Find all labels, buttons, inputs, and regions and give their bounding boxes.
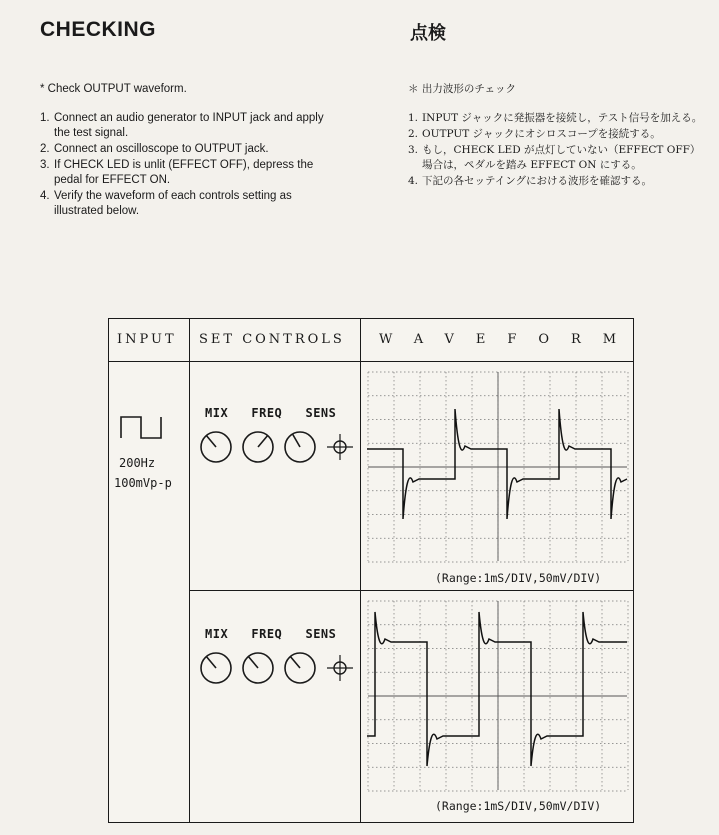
- control-labels: [205, 406, 336, 420]
- step-item: 1. Connect an audio generator to INPUT jack and apply the test signal.: [40, 112, 324, 139]
- sens-label: SENS: [305, 627, 337, 641]
- mix-label: MIX: [205, 627, 229, 641]
- waveform-check-table: [108, 318, 639, 823]
- step-item: 2. Connect an oscilloscope to OUTPUT jack.: [40, 143, 269, 155]
- knob-freq: [243, 432, 273, 462]
- control-labels: [205, 627, 336, 641]
- steps-list: [40, 111, 340, 220]
- step-item: 3. If CHECK LED is unlit (EFFECT OFF), depress the pedal for EFFECT ON.: [40, 159, 314, 186]
- knob-sens: [285, 432, 315, 462]
- step-item-japanese: 2. OUTPUT ジャックにオシロスコープを接続する。: [408, 128, 661, 140]
- step-item-japanese: 4. 下記の各セッテイングにおける波形を確認する。: [408, 175, 653, 187]
- waveform-trace: [367, 409, 627, 519]
- input-level: 100mVp-p: [114, 476, 172, 490]
- step-item-japanese: 3. もし，CHECK LED が点灯していない（EFFECT OFF）場合は，ペダルを踏み EFFECT ON にする。: [408, 144, 701, 171]
- header-waveform: WAVEFORM: [379, 332, 639, 347]
- freq-label: FREQ: [251, 406, 283, 420]
- sens-label: SENS: [305, 406, 337, 420]
- input-frequency: 200Hz: [119, 456, 156, 470]
- scope-grid: [368, 601, 628, 791]
- intro-bullet-japanese: ＊ 出力波形のチェック: [408, 83, 517, 95]
- waveform-trace: [367, 612, 627, 766]
- control-knobs: [199, 648, 354, 688]
- steps-list-japanese: [408, 111, 708, 190]
- column-divider: [360, 319, 361, 822]
- mix-label: MIX: [205, 406, 229, 420]
- knob-mix: [201, 432, 231, 462]
- scope-range: (Range:1mS/DIV,50mV/DIV): [435, 571, 602, 585]
- output-jack-icon: [327, 655, 353, 681]
- output-jack-icon: [327, 434, 353, 460]
- square-wave-icon: [119, 414, 165, 440]
- oscilloscope-trace: [367, 371, 629, 566]
- step-item-japanese: 1. INPUT ジャックに発振器を接続し，テスト信号を加える。: [408, 112, 703, 124]
- scope-grid: [368, 372, 628, 562]
- header-divider: [109, 361, 633, 362]
- page-title: CHECKING: [40, 18, 157, 41]
- row-divider: [189, 590, 633, 591]
- knob-mix: [201, 653, 231, 683]
- scope-range: (Range:1mS/DIV,50mV/DIV): [435, 799, 602, 813]
- page-title-japanese: 点検: [410, 23, 446, 44]
- column-divider: [189, 319, 190, 822]
- freq-label: FREQ: [251, 627, 283, 641]
- header-input: INPUT: [117, 332, 177, 347]
- knob-sens: [285, 653, 315, 683]
- control-knobs: [199, 427, 354, 467]
- step-item: 4. Verify the waveform of each controls setting as illustrated below.: [40, 190, 292, 217]
- intro-bullet: * Check OUTPUT waveform.: [40, 83, 187, 95]
- knob-freq: [243, 653, 273, 683]
- header-set-controls: SET CONTROLS: [199, 332, 345, 347]
- oscilloscope-trace: [367, 600, 629, 795]
